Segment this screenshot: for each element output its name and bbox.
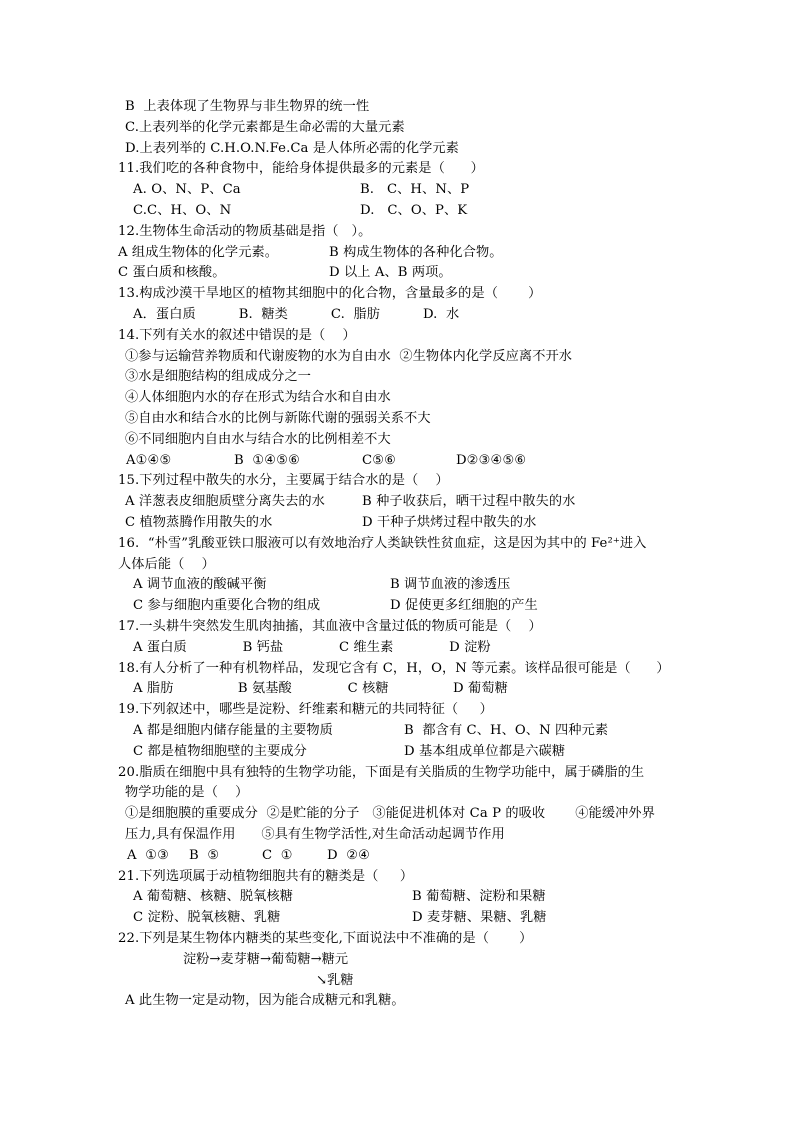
q12-option-c: C 蛋白质和核酸。: [118, 265, 226, 280]
q11-option-a: A. O、N、P、Ca: [133, 182, 241, 197]
q15-option-d: D 干种子烘烤过程中散失的水: [362, 515, 537, 530]
q18-options: A 脂肪 B 氨基酸 C 核糖 D 葡萄糖: [133, 681, 508, 696]
q14-item-4: ④人体细胞内水的存在形式为结合水和自由水: [125, 390, 391, 405]
q13-options: A．蛋白质 B. 糖类 C. 脂肪 D. 水: [133, 307, 460, 322]
question-16-cont: 人体后能（ ）: [118, 557, 215, 572]
question-14: 14.下列有关水的叙述中错误的是（ ）: [118, 328, 356, 343]
q19-option-b: B 都含有 C、H、O、N 四种元素: [404, 723, 609, 738]
q11-option-d: D. C、O、P、K: [360, 203, 468, 218]
q19-option-a: A 都是细胞内储存能量的主要物质: [133, 723, 333, 738]
line-b-option: B 上表体现了生物界与非生物界的统一性: [125, 99, 370, 114]
q14-item-1-2: ①参与运输营养物质和代谢废物的水为自由水 ②生物体内化学反应离不开水: [125, 349, 573, 364]
q15-option-b: B 种子收获后，晒干过程中散失的水: [362, 494, 576, 509]
question-18: 18.有人分析了一种有机物样品，发现它含有 C，H，O，N 等元素。该样品很可能是（ ）: [118, 661, 670, 676]
line-c-option: C.上表列举的化学元素都是生命必需的大量元素: [125, 120, 405, 135]
q19-option-d: D 基本组成单位都是六碳糖: [404, 744, 566, 759]
q15-option-a: A 洋葱表皮细胞质壁分离失去的水: [125, 494, 325, 509]
q20-option-b: B ⑤: [189, 848, 220, 863]
q20-option-c: C ①: [262, 848, 293, 863]
q12-option-d: D 以上 A、B 两项。: [329, 265, 452, 280]
q14-item-6: ⑥不同细胞内自由水与结合水的比例相差不大: [125, 432, 391, 447]
q20-items-line1: ①是细胞膜的重要成分 ②是贮能的分子 ③能促进机体对 Ca P 的吸收 ④能缓冲外界: [125, 806, 655, 821]
question-12: 12.生物体生命活动的物质基础是指（ ）。: [118, 224, 372, 239]
q14-item-5: ⑤自由水和结合水的比例与新陈代谢的强弱关系不大: [125, 411, 431, 426]
q21-option-b: B 葡萄糖、淀粉和果糖: [412, 889, 546, 904]
q22-lactose-branch: ↘乳糖: [316, 973, 354, 988]
q12-option-a: A 组成生物体的化学元素。: [118, 245, 279, 260]
q11-option-c: C.C、H、O、N: [133, 203, 232, 218]
question-20-cont: 物学功能的是（ ）: [125, 785, 249, 800]
question-21: 21.下列选项属于动植物细胞共有的糖类是（ ）: [118, 869, 414, 884]
q16-option-b: B 调节血液的渗透压: [390, 577, 511, 592]
q20-option-d: D ②④: [327, 848, 371, 863]
q16-option-d: D 促使更多红细胞的产生: [390, 598, 538, 613]
question-15: 15.下列过程中散失的水分，主要属于结合水的是（ ）: [118, 473, 449, 488]
question-20: 20.脂质在细胞中具有独特的生物学功能，下面是有关脂质的生物学功能中，属于磷脂的生: [118, 765, 645, 780]
q14-option-d: D②③④⑤⑥: [456, 453, 527, 468]
question-17: 17.一头耕牛突然发生肌肉抽搐，其血液中含量过低的物质可能是（ ）: [118, 619, 542, 634]
question-11: 11.我们吃的各种食物中，能给身体提供最多的元素是（ ）: [118, 161, 484, 176]
q15-option-c: C 植物蒸腾作用散失的水: [125, 515, 273, 530]
q11-option-b: B. C、H、N、P: [360, 182, 470, 197]
q14-option-b: B ①④⑤⑥: [234, 453, 301, 468]
q16-option-a: A 调节血液的酸碱平衡: [133, 577, 267, 592]
question-22: 22.下列是某生物体内糖类的某些变化,下面说法中不准确的是（ ）: [118, 931, 533, 946]
q21-option-c: C 淀粉、脱氧核糖、乳糖: [133, 910, 281, 925]
q20-option-a: A ①③: [127, 848, 170, 863]
q22-sugar-pathway: 淀粉→麦芽糖→葡萄糖→糖元: [183, 952, 349, 967]
q14-option-a: A①④⑤: [126, 453, 172, 468]
question-19: 19.下列叙述中，哪些是淀粉、纤维素和糖元的共同特征（ ）: [118, 702, 493, 717]
q16-option-c: C 参与细胞内重要化合物的组成: [133, 598, 321, 613]
q12-option-b: B 构成生物体的各种化合物。: [329, 245, 503, 260]
q22-option-a: A 此生物一定是动物，因为能合成糖元和乳糖。: [125, 993, 405, 1008]
question-16: 16. “朴雪”乳酸亚铁口服液可以有效地治疗人类缺铁性贫血症，这是因为其中的 Fe²⁺进入: [118, 536, 647, 551]
line-d-option: D.上表列举的 C.H.O.N.Fe.Ca 是人体所必需的化学元素: [125, 141, 459, 156]
q14-option-c: C⑤⑥: [362, 453, 397, 468]
q19-option-c: C 都是植物细胞壁的主要成分: [133, 744, 307, 759]
question-13: 13.构成沙漠干旱地区的植物其细胞中的化合物，含量最多的是（ ）: [118, 286, 542, 301]
q14-item-3: ③水是细胞结构的组成成分之一: [125, 369, 312, 384]
q17-options: A 蛋白质 B 钙盐 C 维生素 D 淀粉: [133, 640, 491, 655]
q20-items-line2: 压力,具有保温作用 ⑤具有生物学活性,对生命活动起调节作用: [125, 827, 505, 842]
q21-option-a: A 葡萄糖、核糖、脱氧核糖: [133, 889, 294, 904]
q21-option-d: D 麦芽糖、果糖、乳糖: [412, 910, 547, 925]
